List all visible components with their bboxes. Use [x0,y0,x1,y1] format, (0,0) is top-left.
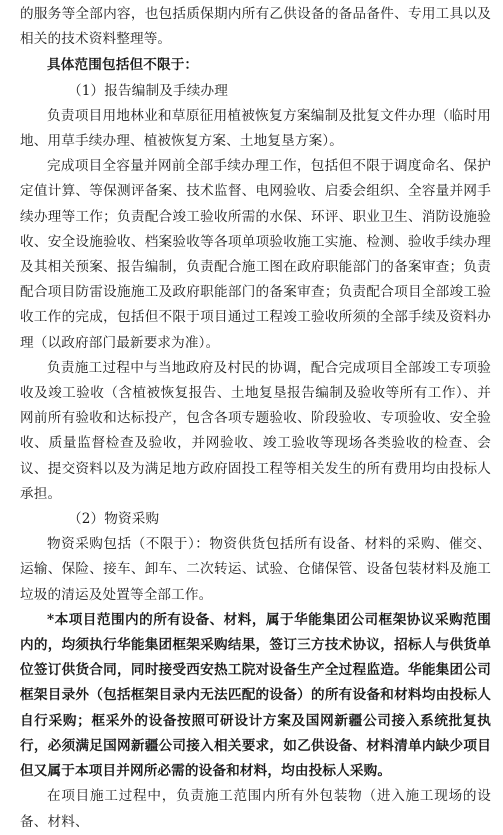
scope-heading: 具体范围包括但不限于： [47,57,199,74]
subsection-heading-reports: （1）报告编制及手续办理 [68,82,228,99]
paragraph-procurement: 物资采购包括（不限于）：物资供货包括所有设备、材料的采购、催交、运输、保险、接车、卸车、二次转运、试验、仓储保管、设备包装材料及施工垃圾的清运及处置等全部工作。 [20,536,491,603]
subsection-heading-procurement: （2）物资采购 [68,511,160,528]
paragraph-framework-agreement: *本项目范围内的所有设备、材料，属于华能集团公司框架协议采购范围内的，均须执行华能集团框架采购结果，签订三方技术协议，招标人与供货单位签订供货合同，同时接受西安热工院对设备生产全过程监造。华能集团公司框架目录外（包括框架目录内无法匹配的设备）的所有设备和材料均由投标人自行采购；框采外的设备按照可研设计方案及国网新疆公司接入系统批复执行，必须满足国网新疆公司接入相关要求，如乙供设备、材料清单内缺少项目但又属于本项目并网所必需的设备和材料，均由投标人采购。 [20,611,491,780]
paragraph-coordination: 负责施工过程中与当地政府及村民的协调，配合完成项目全部竣工专项验收及竣工验收（含植被恢复报告、土地复垦报告编制及验收等所有工作）、并网前所有验收和达标投产，包含各项专题验收、阶段验收、专项验收、安全验收、质量监督检查及验收，并网验收、竣工验收等现场各类验收的检查、会议、提交资料以及为满足地方政府固投工程等相关发生的所有费用均由投标人承担。 [20,359,491,502]
paragraph-land-use: 负责项目用地林业和草原征用植被恢复方案编制及批复文件办理（临时用地、用草手续办理、植被恢复方案、土地复垦方案）。 [20,107,491,150]
paragraph-grid-procedures: 完成项目全容量并网前全部手续办理工作，包括但不限于调度命名、保护定值计算、等保测评备案、技术监督、电网验收、启委会组织、全容量并网手续办理等工作；负责配合竣工验收所需的水保、环评、职业卫生、消防设施验收、安全设施验收、档案验收等各项单项验收施工实施、检测、验收手续办理及其相关预案、报告编制，负责配合施工图在政府职能部门的备案审查；负责配合项目防雷设施施工及政府职能部门的备案审查；负责配合项目全部竣工验收工作的完成，包括但不限于项目通过工程竣工验收所须的全部手续及资料办理（以政府部门最新要求为准）。 [20,158,491,351]
paragraph-continuation: 的服务等全部内容，也包括质保期内所有乙供设备的备品备件、专用工具以及相关的技术资料整理等。 [20,6,491,48]
paragraph-packaging: 在项目施工过程中，负责施工范围内所有外包装物（进入施工现场的设备、材料、 [20,788,491,830]
